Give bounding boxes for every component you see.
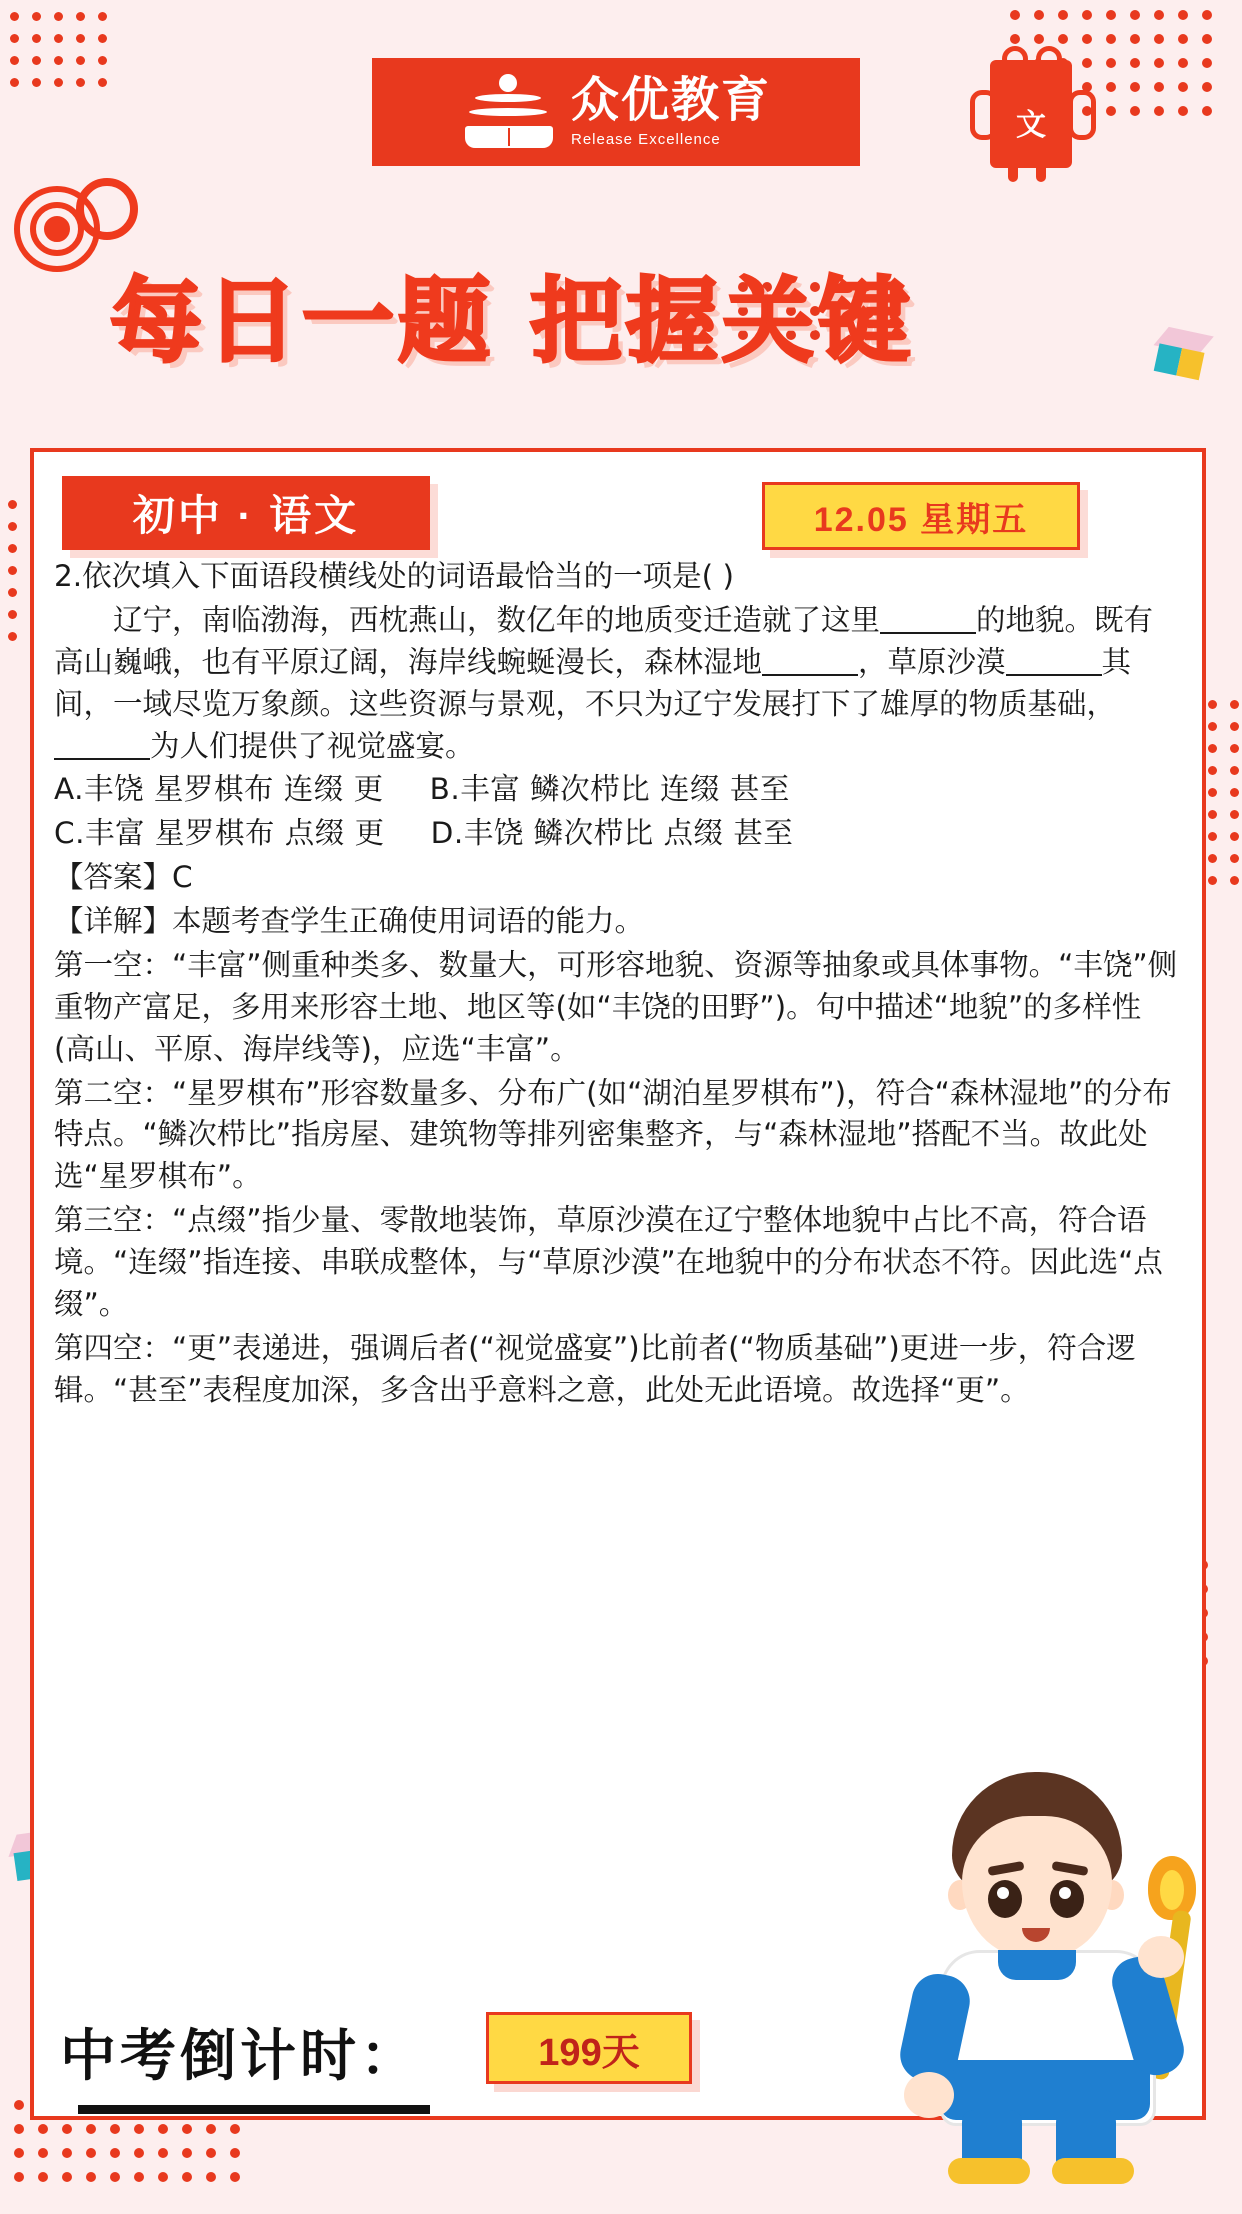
blank-3 [1006, 674, 1102, 676]
countdown-underline [78, 2105, 430, 2114]
explanation-paragraph-3: 第三空：“点缀”指少量、零散地装饰，草原沙漠在辽宁整体地貌中占比不高，符合语境。“连缀”指连接、串联成整体，与“草原沙漠”在地貌中的分布状态不符。因此选“点缀”。 [54, 1203, 1163, 1321]
countdown-value-badge: 199天 [486, 2012, 692, 2084]
blank-1 [880, 632, 976, 634]
question-stem: 2.依次填入下面语段横线处的词语最恰当的一项是( ) [54, 559, 735, 593]
blank-2 [762, 674, 858, 676]
student-mascot-icon [900, 1760, 1230, 2180]
explanation-paragraph-2: 第二空：“星罗棋布”形容数量多、分布广(如“湖泊星罗棋布”)，符合“森林湿地”的分布特点。“鳞次栉比”指房屋、建筑物等排列密集整齐，与“森林湿地”搭配不当。故此处选“星罗棋布”。 [54, 1075, 1172, 1194]
explanation-head: 【详解】本题考查学生正确使用词语的能力。 [54, 904, 645, 938]
option-a: A.丰饶 星罗棋布 连缀 更 [54, 772, 384, 807]
page-title: 每日一题 把握关键 [110, 268, 915, 375]
passage-part-4: 其间，一域尽览万象颜。这些资源与景观，不只为辽宁发展打下了雄厚的物质基础， [54, 644, 1132, 721]
logo-mark-icon [461, 74, 557, 150]
date-badge: 12.05 星期五 [762, 482, 1080, 550]
brand-logo-banner [372, 58, 860, 166]
ring-decoration [76, 178, 138, 240]
brand-name-en: Release Excellence [570, 130, 721, 148]
explanation-paragraph-1: 第一空：“丰富”侧重种类多、数量大，可形容地貌、资源等抽象或具体事物。“丰饶”侧重物产富足，多用来形容土地、地区等(如“丰饶的田野”)。句中描述“地貌”的多样性(高山、平原、海岸线等)，应选“丰富”。 [54, 947, 1178, 1066]
question-passage [54, 600, 1182, 768]
blank-4 [54, 758, 150, 760]
book-mascot-icon [972, 42, 1090, 182]
option-row-1 [54, 769, 1182, 811]
book-mascot-char: 文 [1016, 109, 1046, 142]
passage-part-3: ，草原沙漠 [858, 644, 1006, 679]
countdown-label: 中考倒计时： [60, 2024, 420, 2089]
option-d: D.丰饶 鳞次栉比 点缀 甚至 [430, 816, 794, 851]
explanation-paragraph-4: 第四空：“更”表递进，强调后者(“视觉盛宴”)比前者(“物质基础”)更进一步，符合逻辑。“甚至”表程度加深，多含出乎意料之意，此处无此语境。故选择“更”。 [54, 1330, 1136, 1407]
passage-part-2: 的地貌。既有高山巍峨，也有平原辽阔，海岸线蜿蜒漫长，森林湿地 [54, 602, 1154, 679]
brand-name-cn: 众优教育 [570, 73, 771, 127]
option-row-2 [54, 813, 1182, 855]
subject-badge: 初中 · 语文 [62, 476, 430, 550]
option-b: B.丰富 鳞次栉比 连缀 甚至 [429, 772, 790, 807]
option-c: C.丰富 星罗棋布 点缀 更 [54, 816, 385, 851]
answer-line: 【答案】C [54, 860, 193, 895]
passage-part-1: 辽宁，南临渤海，西枕燕山，数亿年的地质变迁造就了这里 [113, 602, 881, 637]
question-content [54, 556, 1182, 1414]
cube-decoration-right [1154, 326, 1209, 381]
passage-part-5: 为人们提供了视觉盛宴。 [150, 728, 475, 763]
